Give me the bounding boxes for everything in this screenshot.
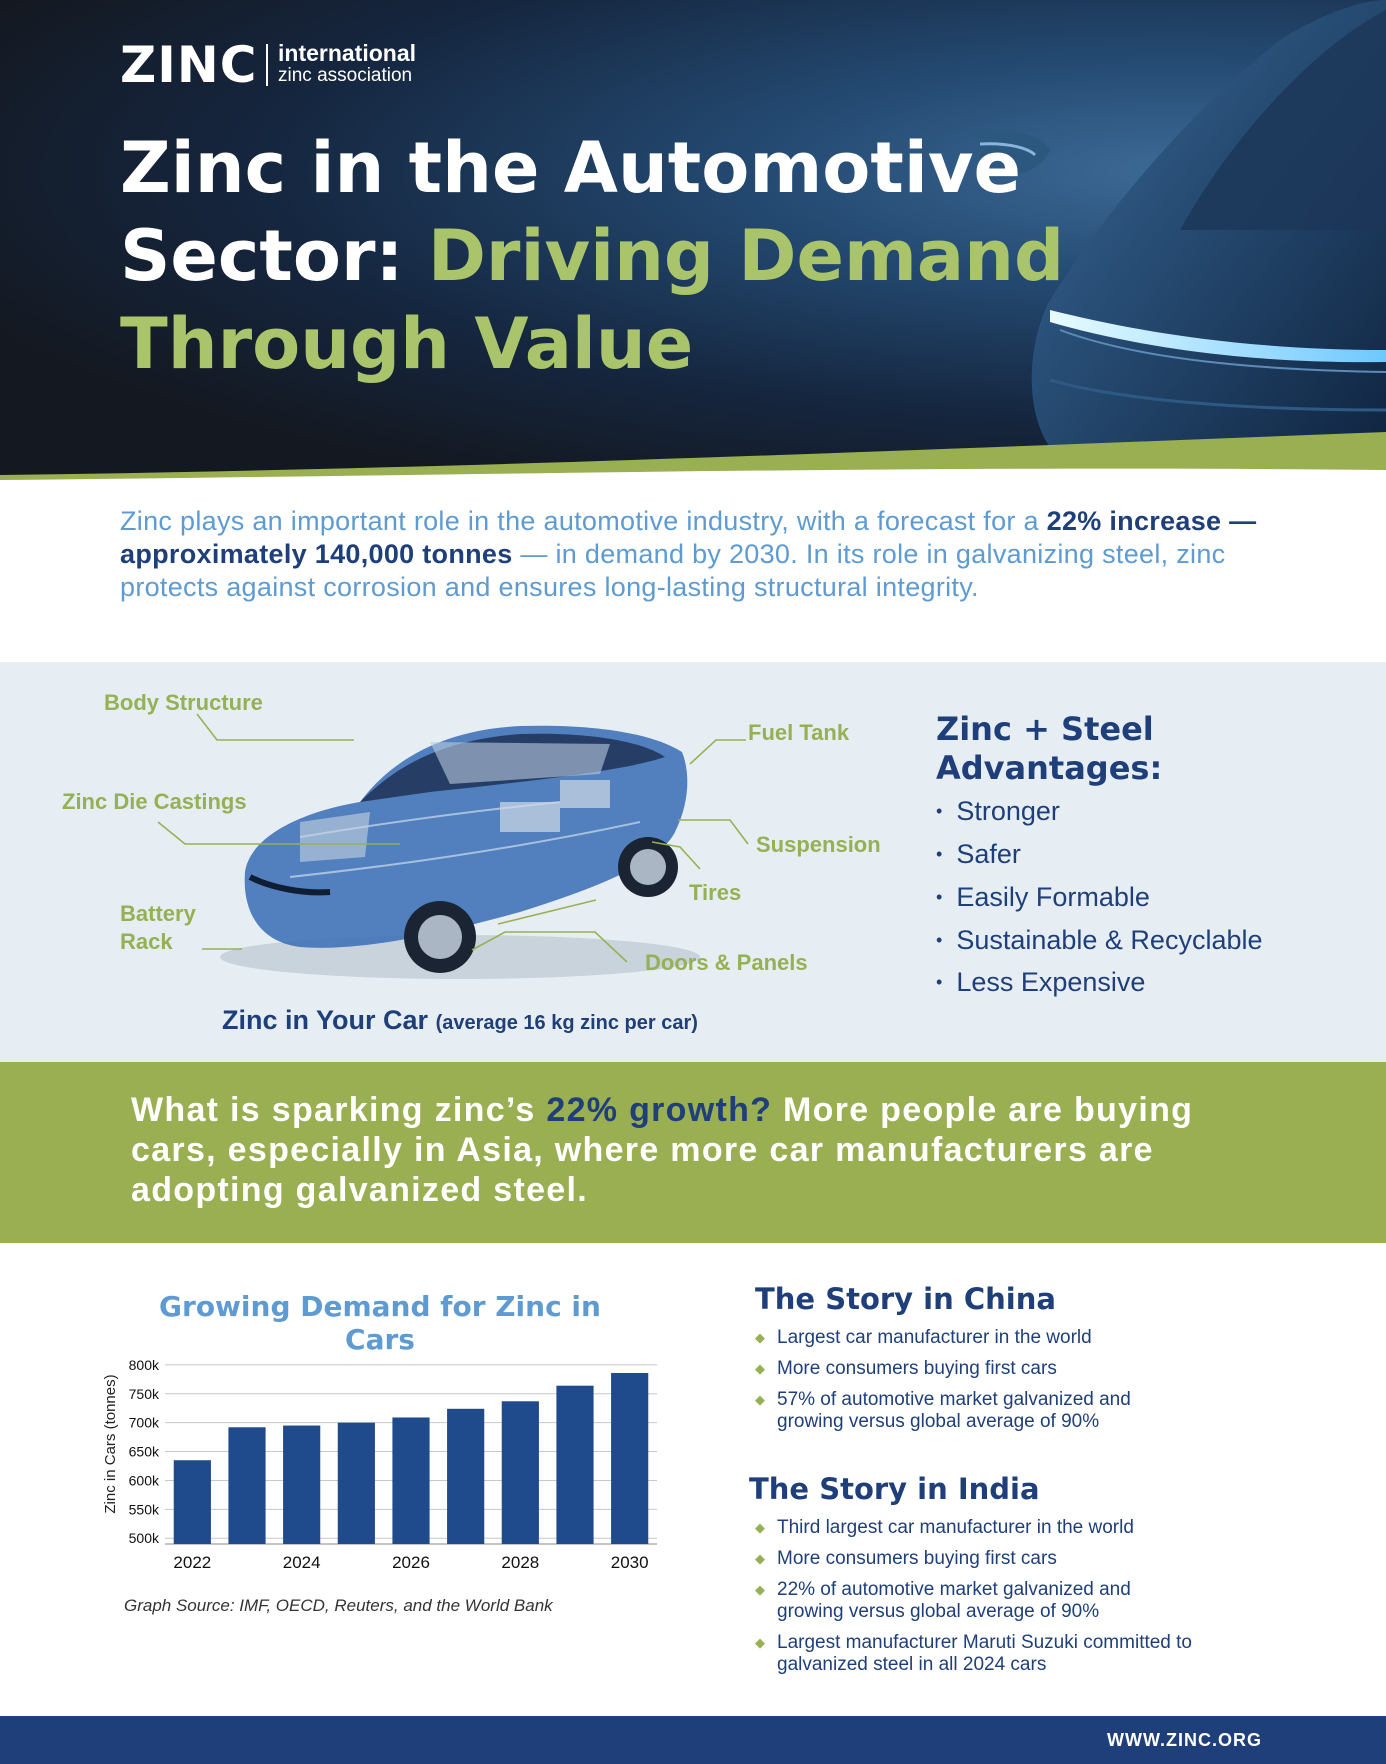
advantages-title-line1: Zinc + Steel — [936, 710, 1154, 748]
chart-y-ticks — [129, 1357, 160, 1546]
intro-highlight: 22% increase — approximately 140,000 tonnes — [120, 506, 1257, 569]
page-title-line3: Through Value — [120, 303, 694, 385]
india-list — [755, 1517, 1255, 1685]
chart-y-tick-label: 800k — [128, 1356, 159, 1373]
callout-body-structure: Body Structure — [104, 690, 263, 715]
chart-x-ticks — [173, 1553, 648, 1572]
intro-text-1: Zinc plays an important role in the automotive industry, with a forecast for a — [120, 506, 1047, 536]
leader-body-structure — [197, 714, 354, 740]
advantage-label: Easily Formable — [956, 882, 1150, 912]
logo-tagline-line1: international — [278, 40, 417, 66]
chart-title: Growing Demand for Zinc in Cars — [159, 1290, 601, 1356]
chart-y-tick-label: 750k — [128, 1385, 159, 1402]
list-item: ◆ 57% of automotive market galvanized and growing versus global average of 90% — [755, 1389, 1131, 1432]
page-title-line2 — [120, 212, 1064, 300]
callout-tires: Tires — [689, 880, 742, 905]
list-item-text: Third largest car manufacturer in the world — [777, 1517, 1134, 1538]
list-item-text: 22% of automotive market galvanized and growing versus global average of 90% — [777, 1579, 1131, 1622]
chart-x-tick-label: 2030 — [610, 1553, 649, 1572]
china-title: The Story in China — [755, 1282, 1056, 1316]
leader-suspension — [678, 820, 748, 844]
list-item: ◆ 22% of automotive market galvanized and growing versus global average of 90% — [755, 1579, 1131, 1622]
logo-divider — [266, 44, 268, 86]
growth-banner-text — [131, 1090, 1281, 1210]
advantage-label: Stronger — [956, 796, 1060, 826]
chart-x-tick-label: 2022 — [173, 1553, 212, 1572]
advantage-item: • Less Expensive — [936, 967, 1146, 997]
chart-bar-2027 — [447, 1409, 484, 1544]
advantage-label: Less Expensive — [956, 967, 1146, 997]
advantage-item: • Sustainable & Recyclable — [936, 925, 1263, 955]
chart-y-axis-label: Zinc in Cars (tonnes) — [102, 1374, 119, 1514]
banner-text-1: What is sparking zinc’s — [131, 1091, 547, 1129]
advantage-item: • Safer — [936, 839, 1021, 869]
leader-fuel-tank — [690, 740, 746, 764]
chart-bar-2024 — [283, 1426, 320, 1544]
list-item-text: More consumers buying first cars — [777, 1548, 1057, 1569]
chart-bar-2029 — [556, 1386, 593, 1544]
chart-x-tick-label: 2024 — [282, 1553, 321, 1572]
india-title: The Story in India — [749, 1472, 1040, 1506]
chart-bar-2025 — [338, 1423, 375, 1544]
advantage-label: Sustainable & Recyclable — [956, 925, 1263, 955]
banner-text-2: More people are buying cars, especially in Asia, where more car manufacturers are adopting galvanized steel. — [131, 1091, 1194, 1209]
footer-website-link[interactable]: WWW.ZINC.ORG — [1107, 1730, 1262, 1750]
list-item-text: More consumers buying first cars — [777, 1358, 1057, 1379]
china-list — [755, 1327, 1255, 1442]
callout-fuel-tank: Fuel Tank — [748, 720, 850, 745]
car-caption-main: Zinc in Your Car — [222, 1005, 429, 1035]
list-item-text: Largest car manufacturer in the world — [777, 1327, 1092, 1348]
callout-doors-panels: Doors & Panels — [645, 950, 808, 975]
chart-x-tick-label: 2028 — [501, 1553, 540, 1572]
callout-zinc-die-castings: Zinc Die Castings — [62, 789, 247, 814]
chart-x-tick-label: 2026 — [392, 1553, 430, 1572]
callout-suspension: Suspension — [756, 832, 881, 857]
list-item: ◆ More consumers buying first cars — [755, 1548, 1057, 1569]
chart-y-tick-label: 700k — [128, 1414, 159, 1431]
chart-y-tick-label: 500k — [128, 1530, 159, 1547]
title-green-part: Driving Demand — [427, 215, 1065, 297]
advantage-item: • Stronger — [936, 796, 1060, 826]
list-item: ◆ Third largest car manufacturer in the world — [755, 1517, 1134, 1538]
list-item: ◆ Largest car manufacturer in the world — [755, 1327, 1092, 1348]
chart-y-tick-label: 650k — [128, 1443, 159, 1460]
chart-bar-2028 — [502, 1401, 539, 1544]
chart-bars — [174, 1373, 649, 1544]
chart-bar-2026 — [392, 1417, 429, 1544]
car-caption-sub: (average 16 kg zinc per car) — [435, 1012, 698, 1034]
intro-paragraph — [120, 505, 1270, 604]
advantages-title — [936, 710, 1162, 788]
car-illustration — [220, 726, 700, 979]
title-white-part: Sector: — [120, 215, 428, 297]
chart-y-tick-label: 600k — [128, 1472, 159, 1489]
list-item: ◆ More consumers buying first cars — [755, 1358, 1057, 1379]
banner-highlight: 22% growth? — [546, 1091, 773, 1129]
intro-text-2: — in demand by 2030. In its role in galvanizing steel, zinc protects against corrosion and ensures long-lasting structural integrity. — [120, 539, 1226, 602]
advantages-title-line2: Advantages: — [936, 749, 1163, 787]
list-item: ◆ Largest manufacturer Maruti Suzuki committed to galvanized steel in all 2024 cars — [755, 1632, 1193, 1675]
chart-source: Graph Source: IMF, OECD, Reuters, and the World Bank — [124, 1596, 553, 1615]
list-item-text: 57% of automotive market galvanized and growing versus global average of 90% — [777, 1389, 1131, 1432]
advantage-label: Safer — [956, 839, 1021, 869]
chart-y-tick-label: 550k — [128, 1501, 159, 1518]
chart-bar-2023 — [228, 1427, 265, 1544]
page-title-line1: Zinc in the Automotive — [120, 127, 1021, 209]
header-wave-divider — [0, 430, 1386, 490]
advantage-item: • Easily Formable — [936, 882, 1150, 912]
chart-bar-2022 — [174, 1460, 211, 1544]
list-item-text: Largest manufacturer Maruti Suzuki committed to galvanized steel in all 2024 cars — [777, 1632, 1193, 1675]
bar-chart — [95, 1352, 665, 1590]
chart-bar-2030 — [611, 1373, 648, 1544]
logo-tagline-line2: zinc association — [278, 65, 413, 86]
logo-wordmark: ZINC — [120, 36, 258, 94]
car-caption — [222, 1005, 698, 1036]
callout-battery-rack: Battery Rack — [120, 901, 196, 954]
